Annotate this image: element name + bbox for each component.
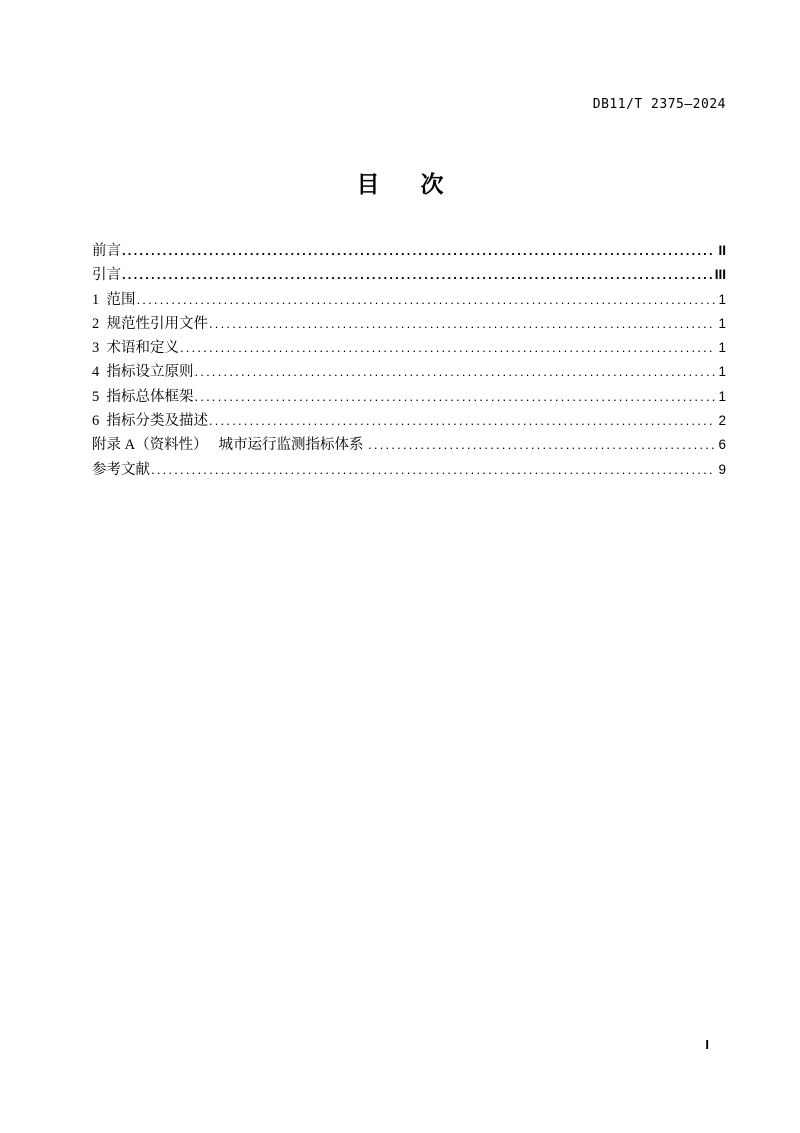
- toc-leader-dots: [209, 413, 715, 428]
- standard-code: DB11/T 2375—2024: [592, 97, 726, 112]
- toc-leader-dots: [137, 292, 716, 307]
- toc-entry-page: 1: [718, 388, 726, 404]
- toc-leader-dots: [180, 340, 715, 355]
- toc-entry-page: 2: [718, 413, 726, 429]
- toc-entry-references[interactable]: [92, 458, 726, 482]
- toc-entry-page: 6: [718, 437, 726, 453]
- toc-entry-indicator-classification[interactable]: [92, 409, 726, 433]
- footer-page-number: I: [705, 1037, 709, 1052]
- toc-entry-page: 1: [718, 315, 726, 331]
- toc-leader-dots: [151, 462, 715, 477]
- toc-entry-indicator-principles[interactable]: [92, 360, 726, 384]
- toc-entry-label: 1 范围: [92, 291, 136, 308]
- toc-entry-page: 1: [718, 340, 726, 356]
- toc-leader-dots: [368, 437, 715, 452]
- toc-entry-page: 9: [718, 461, 726, 477]
- toc-leader-dots: [122, 267, 712, 282]
- toc-entry-appendix-a[interactable]: [92, 433, 726, 457]
- toc-entry-label: 6 指标分类及描述: [92, 413, 208, 430]
- toc-entry-scope[interactable]: [92, 288, 726, 312]
- toc-entry-label: 前言: [92, 243, 121, 259]
- toc-entry-foreword[interactable]: [92, 239, 726, 263]
- toc-entry-label: 3 术语和定义: [92, 340, 179, 357]
- toc-leader-dots: [122, 243, 715, 258]
- page-title: 目 次: [356, 172, 453, 197]
- toc-entry-label: 参考文献: [92, 461, 150, 478]
- toc-entry-page: III: [714, 267, 726, 283]
- toc-entry-label: 4 指标设立原则: [92, 364, 194, 381]
- toc-entry-normative-references[interactable]: [92, 312, 726, 336]
- toc-entry-label: 2 规范性引用文件: [92, 315, 208, 332]
- toc-entry-page: 1: [718, 291, 726, 307]
- toc-leader-dots: [209, 316, 715, 331]
- table-of-contents: [92, 239, 726, 482]
- toc-entry-label: 5 指标总体框架: [92, 388, 194, 405]
- toc-leader-dots: [195, 364, 716, 379]
- toc-entry-introduction[interactable]: [92, 263, 726, 287]
- toc-entry-page: 1: [718, 364, 726, 380]
- toc-entry-indicator-framework[interactable]: [92, 385, 726, 409]
- toc-entry-terms-definitions[interactable]: [92, 336, 726, 360]
- toc-entry-page: II: [718, 243, 726, 258]
- toc-entry-label: 引言: [92, 267, 121, 284]
- toc-leader-dots: [195, 389, 716, 404]
- toc-entry-label: 附录 A（资料性） 城市运行监测指标体系: [92, 437, 368, 454]
